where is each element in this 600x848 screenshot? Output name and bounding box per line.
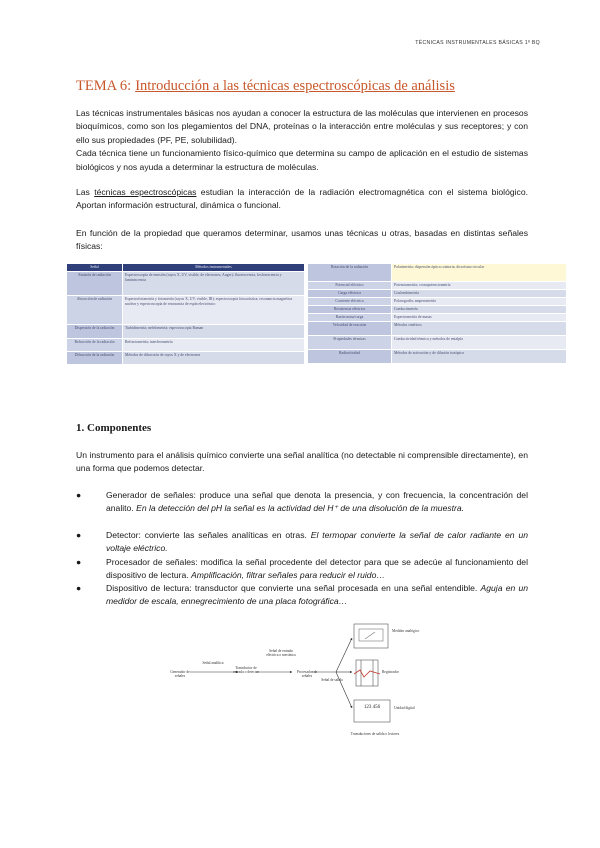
table-cell: Difracción de la radiación — [67, 352, 123, 365]
recorder-label: Registrador — [382, 670, 399, 674]
list-item — [76, 582, 528, 607]
table-row — [308, 336, 567, 350]
bullet-example: Amplificación, filtrar señales para reducir el ruido… — [191, 569, 385, 580]
table-row — [308, 264, 567, 282]
recorder-icon — [356, 660, 378, 686]
processor-label: Procesador de señales — [296, 670, 318, 679]
bullet-text: Generador de señales: produce una señal que denota la presencia, y con frecuencia, la concentración del analito. — [106, 490, 528, 513]
generator-label: Generador de señales — [170, 670, 190, 679]
paragraph-2: Cada técnica tiene un funcionamiento físico-químico que determina su campo de aplicación en el estudio de sistemas biológicos y nos ayuda a determinar la estructura de moléculas. — [76, 148, 528, 172]
table-cell: Métodos de activación y de dilución isotópica — [392, 350, 567, 364]
table-cell: Conductimetría — [392, 306, 567, 314]
table-cell: Emisión de radiación — [67, 272, 123, 296]
signals-table — [66, 263, 566, 364]
section-title: 1. Componentes — [76, 422, 152, 434]
table-cell: Métodos de difracción de rayos X y de electrones — [123, 352, 305, 365]
electric-signal-label: Señal de entrada eléctrica o mecánica — [266, 649, 296, 658]
list-item — [76, 489, 528, 514]
table-cell: Turbidimetría; nefelometría; espectroscopía Raman — [123, 325, 305, 339]
table-row — [308, 350, 567, 364]
table-cell: Refractometría; interferometría — [123, 339, 305, 352]
table-row — [67, 272, 305, 296]
table-row — [308, 290, 567, 298]
table-row — [308, 314, 567, 322]
table-row — [308, 322, 567, 336]
components-intro: Un instrumento para el análisis químico convierte una señal analítica (no detectable ni comprensible directamente), en una forma que podemos detectar. — [76, 450, 528, 474]
table-row — [67, 339, 305, 352]
title-text: Introducción a las técnicas espectroscópicas de análisis — [135, 78, 455, 94]
table-cell: Conductividad térmica y métodos de entalpía — [392, 336, 567, 350]
bullet-example: Aguja en un medidor de escala, ennegrecimiento de una placa fotográfica… — [106, 583, 528, 606]
table-row — [308, 282, 567, 290]
spectroscopy-paragraph — [76, 186, 528, 213]
running-header: TÉCNICAS INSTRUMENTALES BÁSICAS 1º BQ — [415, 40, 540, 46]
bullet-example: El termopar convierte la señal de calor radiante en un voltaje eléctrico. — [106, 530, 529, 553]
title-prefix: TEMA 6: — [76, 78, 132, 94]
output-transducers-label: Transductores de salida o lectores — [350, 732, 400, 736]
intro-paragraph — [76, 107, 528, 174]
paragraph-3-start: Las — [76, 187, 95, 197]
digital-value: 123 456 — [363, 705, 381, 710]
bullet-example: En la detección del pH la señal es la actividad del H⁺ de una disolución de la muestra. — [136, 502, 465, 513]
list-item — [76, 529, 529, 554]
paragraph-4: En función de la propiedad que queramos determinar, usamos unas técnicas u otras, basadas en distintas señales físicas: — [76, 228, 528, 252]
bullet-icon: ● — [76, 557, 82, 567]
table-row — [308, 298, 567, 306]
digital-label: Unidad digital — [394, 706, 415, 710]
table-row — [67, 296, 305, 325]
table-cell: Espectroscopía de emisión (rayos X, UV, visible, de electrones, Auger); fluorescencia, fosforescencia y luminiscencia — [123, 272, 305, 296]
bullet-icon: ● — [76, 530, 82, 540]
table-cell: Coulombimetría — [392, 290, 567, 298]
paragraph-3-end: estudian la interacción de la radiación electromagnética con el sistema biológico. Aportan información estructural, dinámica o funcional. — [76, 187, 528, 211]
analytic-signal-label: Señal analítica — [202, 661, 224, 665]
bullet-icon: ● — [76, 490, 82, 500]
instrument-diagram — [168, 620, 438, 752]
page-title — [76, 78, 455, 95]
table-cell: Corriente eléctrica — [308, 298, 392, 306]
bullet-text: Detector: convierte las señales analíticas en otras. — [106, 530, 311, 540]
table-row — [67, 325, 305, 339]
table-row — [308, 306, 567, 314]
table-header-methods: Métodos instrumentales — [123, 264, 305, 272]
table-row — [67, 352, 305, 365]
table-cell: Rotación de la radiación — [308, 264, 392, 282]
table-cell: Propiedades térmicas — [308, 336, 392, 350]
spectroscopy-link-text: técnicas espectroscópicas — [94, 187, 197, 197]
bullet-icon: ● — [76, 583, 82, 593]
meter-label: Medidor analógico — [392, 629, 420, 633]
table-cell: Dispersión de la radiación — [67, 325, 123, 339]
list-item — [76, 556, 528, 581]
table-cell: Potenciometría; cronopotenciometría — [392, 282, 567, 290]
table-cell: Métodos cinéticos — [392, 322, 567, 336]
digital-unit-icon — [354, 700, 390, 722]
bullet-text: Procesador de señales: modifica la señal procedente del detector para que se adecúe al funcionamiento del dispositivo de lectura. — [106, 557, 528, 580]
table-cell: Razón masa/carga — [308, 314, 392, 322]
table-cell: Absorción de radiación — [67, 296, 123, 325]
table-cell: Radiactividad — [308, 350, 392, 364]
table-cell: Resistencia eléctrica — [308, 306, 392, 314]
output-signal-label: Señal de salida — [321, 678, 343, 682]
arrow — [336, 638, 352, 672]
table-cell: Potencial eléctrico — [308, 282, 392, 290]
signals-table-left — [66, 263, 305, 365]
table-cell: Polarografía; amperometría — [392, 298, 567, 306]
table-cell: Polarimetría; dispersión óptica rotatoria; dicroísmo circular — [392, 264, 567, 282]
paragraph-1: Las técnicas instrumentales básicas nos ayudan a conocer la estructura de las moléculas que intervienen en procesos bioquímicos, como son los plegamientos del DNA, proteínas o la interacción entre moléculas y sus receptores; y con ello sus propiedades (PF, PE, solubilidad). — [76, 108, 528, 145]
table-cell: Refracción de la radiación — [67, 339, 123, 352]
table-cell: Velocidad de reacción — [308, 322, 392, 336]
table-cell: Carga eléctrica — [308, 290, 392, 298]
transducer-label: Transductor de entrada o detector — [233, 666, 259, 675]
signals-table-right — [307, 263, 567, 364]
table-cell: Espectrofotometría y fotometría (rayos X, UV, visible, IR); espectroscopía fotoacústica; resonancia magnética nuclear y espectroscopía de resonancia de espín electrónico — [123, 296, 305, 325]
table-cell: Espectrometría de masas — [392, 314, 567, 322]
table-header-signal: Señal — [67, 264, 123, 272]
bullet-text: Dispositivo de lectura: transductor que convierte una señal procesada en una señal entendible. — [106, 583, 481, 593]
